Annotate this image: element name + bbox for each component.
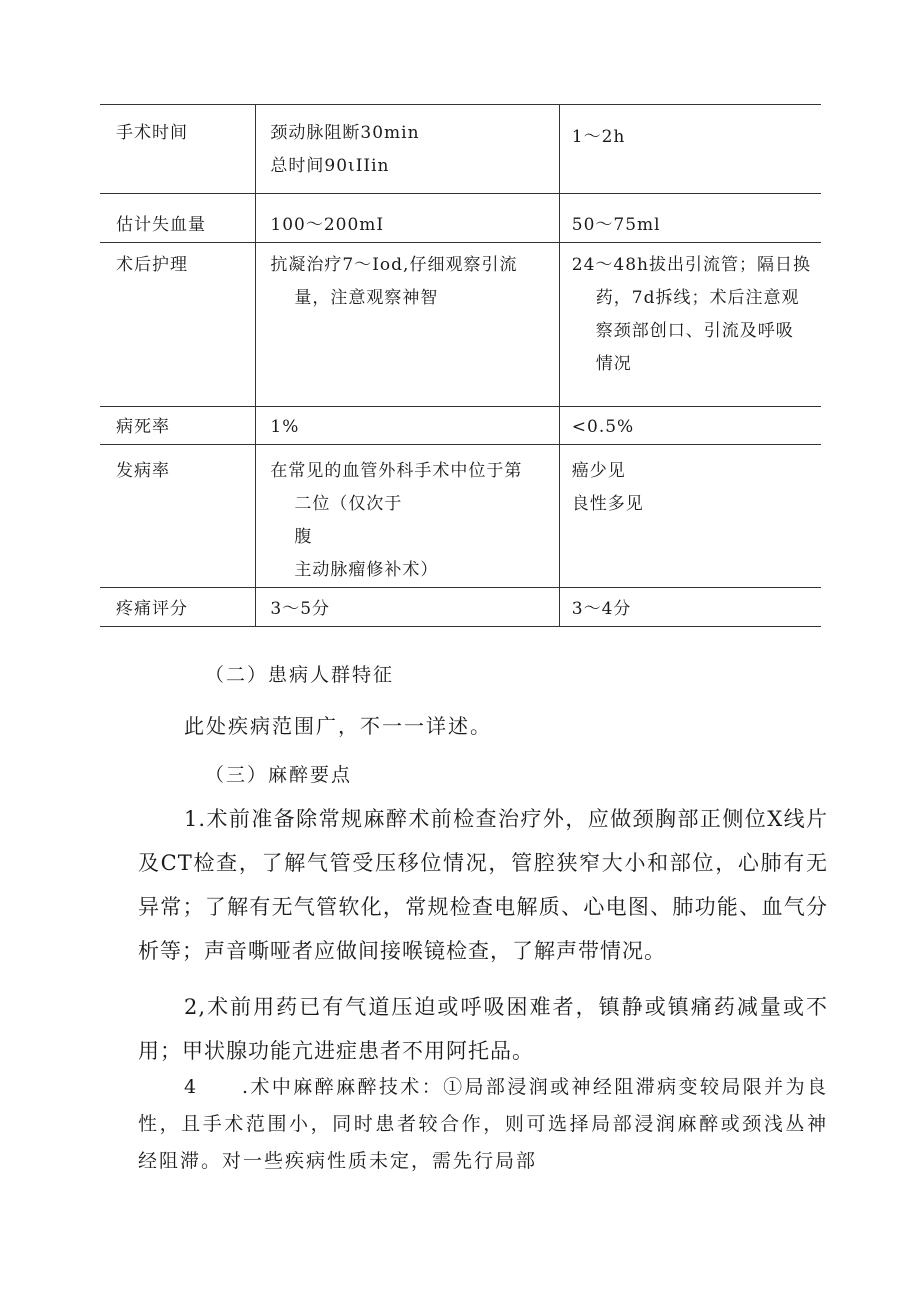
cell-col2 [256, 445, 559, 588]
row-label: 估计失血量 [116, 215, 206, 235]
paragraph-4-text: .术中麻醉麻醉技术：①局部浸润或神经阻滞病变较局限并为良性，且手术范围小，同时患者较合作，则可选择局部浸润麻醉或颈浅丛神经阻滞。对一些疾病性质未定，需先行局部 [138, 1076, 828, 1172]
cell-line: 颈动脉阻断30min [270, 123, 420, 143]
row-label: 术后护理 [116, 255, 188, 275]
cell-line: 癌少见 [571, 461, 626, 481]
row-label: 手术时间 [116, 123, 188, 143]
cell-col3 [559, 407, 821, 445]
cell-line: 二位（仅次于 [294, 494, 403, 514]
cell-line: 50～75ml [571, 215, 661, 235]
cell-line: 在常见的血管外科手术中位于第 [270, 461, 523, 481]
cell-line: 3～5分 [270, 599, 331, 619]
cell-line: 3～4分 [571, 599, 632, 619]
cell-line: 24～48h拔出引流管；隔日换 [571, 255, 811, 275]
cell-line: 腹 [294, 527, 313, 547]
table-row [100, 243, 821, 407]
cell-col3 [559, 243, 821, 407]
cell-col2 [256, 407, 559, 445]
cell-line: 量，注意观察神智 [294, 288, 439, 308]
cell-line: 药，7d拆线；术后注意观 [595, 288, 800, 308]
table-row [100, 445, 821, 588]
cell-col3 [559, 194, 821, 243]
section-text-2: 此处疾病范围广，不一一详述。 [184, 714, 492, 738]
row-label: 疼痛评分 [116, 599, 188, 619]
table-row [100, 588, 821, 627]
section-heading-2: （二）患病人群特征 [205, 664, 395, 686]
cell-col2 [256, 194, 559, 243]
cell-line: 主动脉瘤修补术） [294, 560, 439, 580]
cell-line: 抗凝治疗7～Iod,仔细观察引流 [270, 255, 518, 275]
cell-col3 [559, 588, 821, 627]
cell-line: 1% [270, 417, 300, 437]
cell-line: 情况 [595, 354, 632, 374]
cell-col2 [256, 243, 559, 407]
paragraph-2: 2,术前用药已有气道压迫或呼吸困难者，镇静或镇痛药减量或不用；甲状腺功能亢进症患者不用阿托品。 [138, 995, 828, 1063]
table-row [100, 105, 821, 194]
table-row [100, 194, 821, 243]
table-row [100, 407, 821, 445]
paragraph-1: 1.术前准备除常规麻醉术前检查治疗外，应做颈胸部正侧位X线片及CT检查，了解气管受压移位情况，管腔狭窄大小和部位，心肺有无异常；了解有无气管软化，常规检查电解质、心电图、肺功能、血气分析等；声音嘶哑者应做间接喉镜检查，了解声带情况。 [138, 807, 828, 963]
cell-line: 察颈部创口、引流及呼吸 [595, 321, 794, 341]
paragraph-4-number: 4 [184, 1076, 199, 1098]
section-heading-3: （三）麻醉要点 [205, 764, 353, 786]
paragraph-4 [138, 1069, 828, 1180]
row-label: 病死率 [116, 417, 170, 437]
cell-col3 [559, 445, 821, 588]
cell-line: <0.5% [571, 417, 635, 437]
cell-line: 总时间90ιIIin [270, 156, 390, 176]
comparison-table [100, 104, 821, 627]
cell-line: 100～200mI [270, 215, 385, 235]
cell-col2 [256, 588, 559, 627]
cell-line: 良性多见 [571, 494, 644, 514]
cell-line: 1～2h [571, 127, 626, 147]
row-label: 发病率 [116, 461, 170, 481]
cell-col3 [559, 105, 821, 194]
cell-col2 [256, 105, 559, 194]
